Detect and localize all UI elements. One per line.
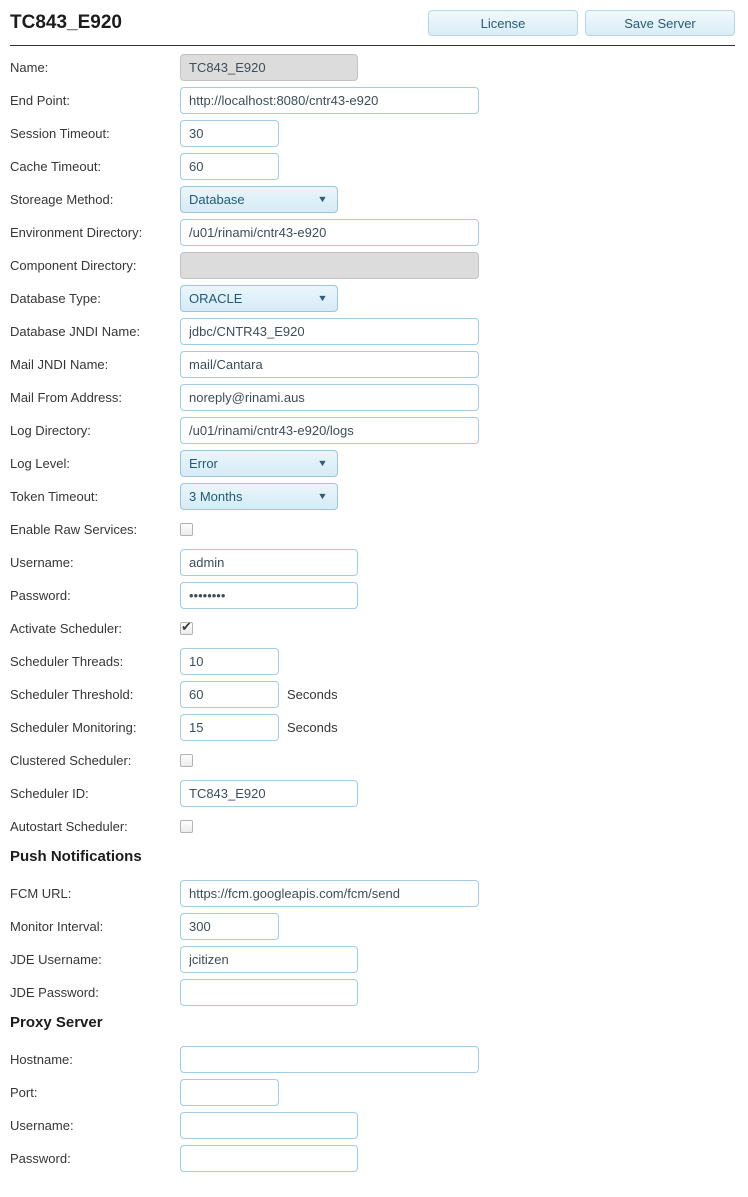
- field-row-end-point: [10, 86, 735, 114]
- fcm-url-label: FCM URL:: [10, 885, 72, 901]
- mail-jndi-name-input[interactable]: [180, 351, 479, 378]
- field-row-monitor-interval: [10, 912, 735, 940]
- dropdown-arrow-icon: ▼: [317, 293, 328, 303]
- proxy-port-input[interactable]: [180, 1079, 279, 1106]
- field-row-proxy-username: [10, 1111, 735, 1139]
- log-directory-input[interactable]: [180, 417, 479, 444]
- scheduler-threads-input[interactable]: [180, 648, 279, 675]
- database-jndi-name-input[interactable]: [180, 318, 479, 345]
- field-row-name: [10, 53, 735, 81]
- log-level-select[interactable]: [180, 450, 338, 477]
- field-row-cache-timeout: [10, 152, 735, 180]
- token-timeout-label: Token Timeout:: [10, 488, 99, 504]
- token-timeout-select[interactable]: [180, 483, 338, 510]
- field-row-proxy-port: [10, 1078, 735, 1106]
- storage-method-label: Storeage Method:: [10, 191, 114, 207]
- clustered-scheduler-label: Clustered Scheduler:: [10, 752, 132, 768]
- username-input[interactable]: [180, 549, 358, 576]
- dropdown-arrow-icon: ▼: [317, 458, 328, 468]
- storage-method-select[interactable]: [180, 186, 338, 213]
- scheduler-id-input[interactable]: [180, 780, 358, 807]
- field-row-scheduler-monitoring: [10, 713, 735, 741]
- jde-username-label: JDE Username:: [10, 951, 102, 967]
- scheduler-threshold-label: Scheduler Threshold:: [10, 686, 134, 702]
- field-row-log-directory: [10, 416, 735, 444]
- cache-timeout-label: Cache Timeout:: [10, 158, 102, 174]
- scheduler-threshold-input[interactable]: [180, 681, 279, 708]
- proxy-hostname-label: Hostname:: [10, 1051, 73, 1067]
- proxy-hostname-input[interactable]: [180, 1046, 479, 1073]
- field-row-storage-method: [10, 185, 735, 213]
- mail-from-address-label: Mail From Address:: [10, 389, 122, 405]
- enable-raw-services-label: Enable Raw Services:: [10, 521, 138, 537]
- server-settings-form: [10, 46, 735, 1172]
- page-header: [10, 10, 735, 36]
- token-timeout-selected-value: 3 Months: [189, 488, 243, 504]
- proxy-password-label: Password:: [10, 1150, 71, 1166]
- log-level-label: Log Level:: [10, 455, 70, 471]
- proxy-username-label: Username:: [10, 1117, 74, 1133]
- log-level-selected-value: Error: [189, 455, 218, 471]
- name-label: Name:: [10, 59, 49, 75]
- autostart-scheduler-checkbox[interactable]: [180, 820, 193, 833]
- field-row-database-type: [10, 284, 735, 312]
- jde-username-input[interactable]: [180, 946, 358, 973]
- end-point-label: End Point:: [10, 92, 70, 108]
- activate-scheduler-label: Activate Scheduler:: [10, 620, 123, 636]
- password-label: Password:: [10, 587, 71, 603]
- component-directory-label: Component Directory:: [10, 257, 137, 273]
- session-timeout-input[interactable]: [180, 120, 279, 147]
- autostart-scheduler-label: Autostart Scheduler:: [10, 818, 128, 834]
- field-row-activate-scheduler: [10, 614, 735, 642]
- field-row-log-level: [10, 449, 735, 477]
- log-directory-label: Log Directory:: [10, 422, 91, 438]
- field-row-mail-jndi-name: [10, 350, 735, 378]
- mail-from-address-input[interactable]: [180, 384, 479, 411]
- field-row-database-jndi-name: [10, 317, 735, 345]
- scheduler-threads-label: Scheduler Threads:: [10, 653, 124, 669]
- component-directory-input: [180, 252, 479, 279]
- jde-password-label: JDE Password:: [10, 984, 99, 1000]
- scheduler-monitoring-label: Scheduler Monitoring:: [10, 719, 137, 735]
- activate-scheduler-checkbox[interactable]: [180, 622, 193, 635]
- field-row-enable-raw-services: [10, 515, 735, 543]
- field-row-fcm-url: [10, 879, 735, 907]
- field-row-autostart-scheduler: [10, 812, 735, 840]
- field-row-clustered-scheduler: [10, 746, 735, 774]
- field-row-environment-directory: [10, 218, 735, 246]
- mail-jndi-name-label: Mail JNDI Name:: [10, 356, 109, 372]
- field-row-scheduler-threshold: [10, 680, 735, 708]
- field-row-proxy-password: [10, 1144, 735, 1172]
- field-row-scheduler-threads: [10, 647, 735, 675]
- session-timeout-label: Session Timeout:: [10, 125, 110, 141]
- scheduler-monitoring-unit: Seconds: [287, 719, 338, 735]
- field-row-username: [10, 548, 735, 576]
- storage-method-selected-value: Database: [189, 191, 245, 207]
- field-row-token-timeout: [10, 482, 735, 510]
- clustered-scheduler-checkbox[interactable]: [180, 754, 193, 767]
- field-row-jde-username: [10, 945, 735, 973]
- scheduler-monitoring-input[interactable]: [180, 714, 279, 741]
- username-label: Username:: [10, 554, 74, 570]
- password-input[interactable]: [180, 582, 358, 609]
- page-title: TC843_E920: [10, 12, 122, 33]
- proxy-username-input[interactable]: [180, 1112, 358, 1139]
- fcm-url-input[interactable]: [180, 880, 479, 907]
- scheduler-threshold-unit: Seconds: [287, 686, 338, 702]
- dropdown-arrow-icon: ▼: [317, 194, 328, 204]
- scheduler-id-label: Scheduler ID:: [10, 785, 89, 801]
- database-type-selected-value: ORACLE: [189, 290, 243, 306]
- push-notifications-heading: Push Notifications: [10, 848, 142, 865]
- field-row-jde-password: [10, 978, 735, 1006]
- enable-raw-services-checkbox[interactable]: [180, 523, 193, 536]
- monitor-interval-label: Monitor Interval:: [10, 918, 104, 934]
- proxy-server-heading: Proxy Server: [10, 1014, 103, 1031]
- field-row-session-timeout: [10, 119, 735, 147]
- field-row-mail-from-address: [10, 383, 735, 411]
- environment-directory-input[interactable]: [180, 219, 479, 246]
- field-row-password: [10, 581, 735, 609]
- name-input: [180, 54, 358, 81]
- dropdown-arrow-icon: ▼: [317, 491, 328, 501]
- database-jndi-name-label: Database JNDI Name:: [10, 323, 141, 339]
- database-type-label: Database Type:: [10, 290, 101, 306]
- cache-timeout-input[interactable]: [180, 153, 279, 180]
- proxy-password-input[interactable]: [180, 1145, 358, 1172]
- license-button[interactable]: License: [428, 10, 578, 36]
- field-row-component-directory: [10, 251, 735, 279]
- proxy-port-label: Port:: [10, 1084, 38, 1100]
- jde-password-input[interactable]: [180, 979, 358, 1006]
- header-buttons: [428, 10, 735, 36]
- database-type-select[interactable]: [180, 285, 338, 312]
- environment-directory-label: Environment Directory:: [10, 224, 143, 240]
- save-server-button[interactable]: Save Server: [585, 10, 735, 36]
- monitor-interval-input[interactable]: [180, 913, 279, 940]
- field-row-proxy-hostname: [10, 1045, 735, 1073]
- field-row-scheduler-id: [10, 779, 735, 807]
- end-point-input[interactable]: [180, 87, 479, 114]
